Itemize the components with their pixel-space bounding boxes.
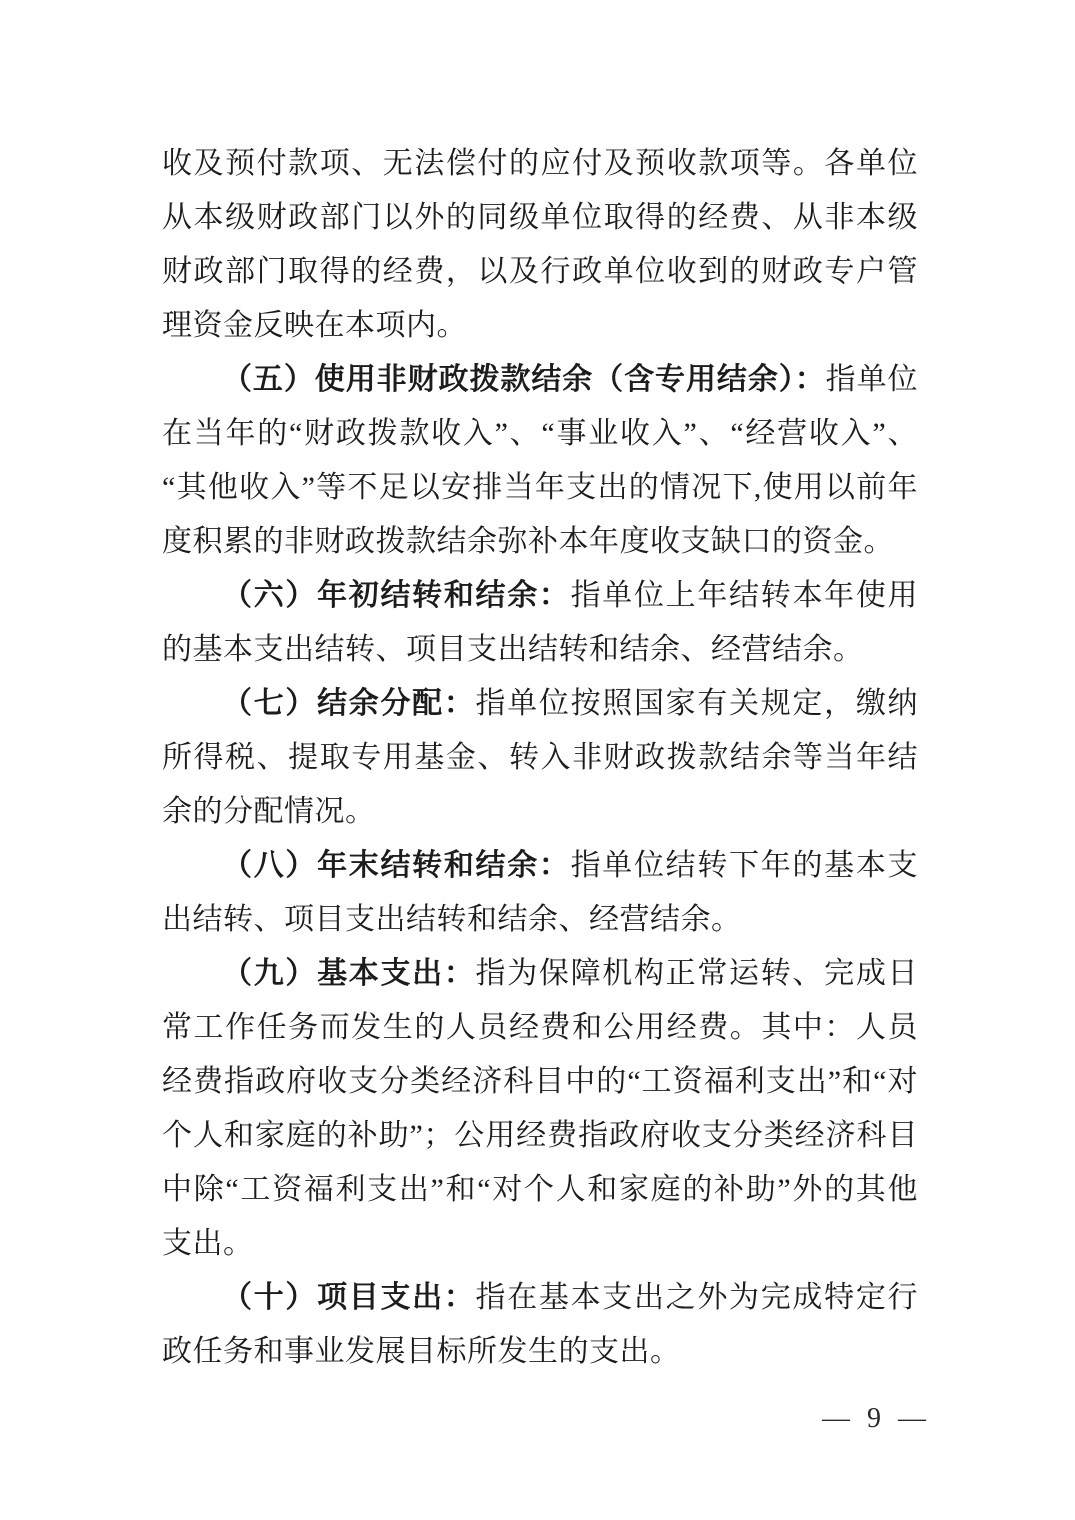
paragraph-heading: （七）结余分配： xyxy=(222,687,476,720)
paragraph-item-5 xyxy=(162,353,918,569)
paragraph-heading: （九）基本支出： xyxy=(222,957,476,990)
paragraph-heading: （八）年末结转和结余： xyxy=(222,849,571,882)
page-body-text xyxy=(162,137,918,1379)
paragraph-body-text: 指单位结转下年的基本支出结转、项目支出结转和结余、经营结余。 xyxy=(162,849,919,936)
paragraph-heading: （十）项目支出： xyxy=(222,1281,476,1314)
paragraph-heading: （五）使用非财政拨款结余（含专用结余）： xyxy=(222,363,826,396)
page-number: — 9 — xyxy=(822,1403,927,1434)
paragraph-item-7 xyxy=(162,677,918,839)
paragraph-body-text: 指单位在当年的“财政拨款收入”、“事业收入”、“经营收入”、“其他收入”等不足以安排当年支出的情况下,使用以前年度积累的非财政拨款结余弥补本年度收支缺口的资金。 xyxy=(162,363,919,558)
paragraph-body-text: 指在基本支出之外为完成特定行政任务和事业发展目标所发生的支出。 xyxy=(162,1281,919,1368)
paragraph-body-text: 指为保障机构正常运转、完成日常工作任务而发生的人员经费和公用经费。其中：人员经费指政府收支分类经济科目中的“工资福利支出”和“对个人和家庭的补助”；公用经费指政府收支分类经济科目中除“工资福利支出”和“对个人和家庭的补助”外的其他支出。 xyxy=(162,957,919,1260)
paragraph-item-10 xyxy=(162,1271,918,1379)
paragraph-body-text: 指单位上年结转本年使用的基本支出结转、项目支出结转和结余、经营结余。 xyxy=(162,579,919,666)
paragraph-item-8 xyxy=(162,839,918,947)
paragraph-body-text: 指单位按照国家有关规定，缴纳所得税、提取专用基金、转入非财政拨款结余等当年结余的分配情况。 xyxy=(162,687,919,828)
paragraph-item-9 xyxy=(162,947,918,1271)
paragraph-body-text: 收及预付款项、无法偿付的应付及预收款项等。各单位从本级财政部门以外的同级单位取得的经费、从非本级财政部门取得的经费，以及行政单位收到的财政专户管理资金反映在本项内。 xyxy=(162,147,918,342)
paragraph-continuation xyxy=(162,137,918,353)
paragraph-item-6 xyxy=(162,569,918,677)
paragraph-heading: （六）年初结转和结余： xyxy=(222,579,571,612)
